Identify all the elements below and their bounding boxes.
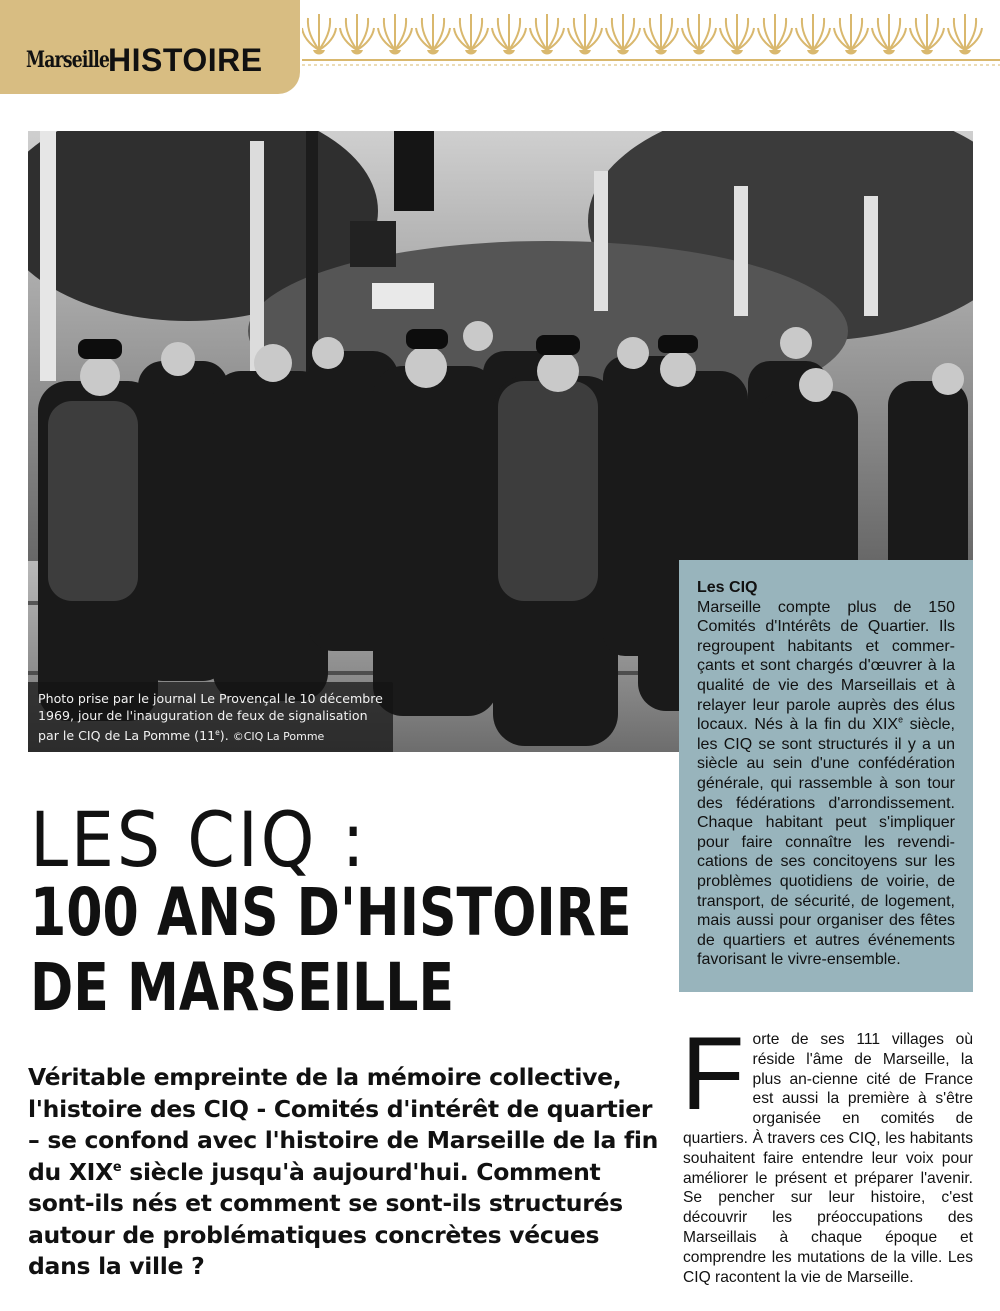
headline-line-3: DE MARSEILLE [30,949,455,1026]
ornament-frieze [302,6,1000,68]
lead-text: siècle jusqu'à aujourd'hui. Comment sont-ils nés et comment se sont-ils structurés autour de problématiques concrètes vécues dans la ville ? [28,1157,623,1280]
caption-sup: e [215,728,220,737]
headline-line-1: LES CIQ : [30,795,368,884]
photo-credit: ©CIQ La Pomme [232,730,325,744]
lead-text: Véritable empreinte de la mémoire collective, l'histoire des CIQ - Comités d'intérêt de quartier – se confond avec l'histoire de Marseille de la fin du XIX [28,1063,659,1186]
sidebar-text [697,599,955,969]
headline-line-2: 100 ANS D'HISTOIRE [30,874,632,951]
caption-line: 1969, jour de l'inauguration de feux de signalisation [38,708,368,723]
palmette-row [302,14,982,55]
section-tab [0,0,300,94]
sidebar-box [679,560,973,992]
sidebar-text-part: siècle, les CIQ se sont structurés il y a un siècle au sein d'une confédération générale, qui rassemble à son tour des fédérations d'arrondissement. Chaque habitant peut s'impliquer pour faire connaître les revendi-cations de ses concitoyens sur les problèmes quotidiens de voirie, de transport, de sécurité, de logement, mais aussi pour organiser des fêtes de quartiers et autres événements favorisant le vivre-ensemble. [697,716,955,969]
drop-cap: F [681,1016,745,1132]
photo-caption [28,682,393,752]
body-paragraph [681,1016,973,1287]
caption-text: ). [219,728,233,744]
caption-line [38,724,383,745]
caption-text: par le CIQ de La Pomme (11 [38,728,216,744]
caption-line: Photo prise par le journal Le Provençal le 10 décembre [38,691,383,706]
sidebar-text-part: Marseille compte plus de 150 Comités d'Intérêts de Quartier. Ils regroupent habitants et commer-çants et sont chargés d'œuvrer à la qualité de vie des Marseillais et à relayer leur parole auprès des élus locaux. Nés à la fin du XIX [697,598,955,734]
lead-sup: e [112,1159,122,1175]
brand-logo: Marseille [26,47,110,73]
sidebar-title: Les CIQ [697,579,758,596]
section-title: HISTOIRE [108,42,263,78]
body-text: orte de ses 111 villages où réside l'âme de Marseille, la plus an-cienne cité de France est aussi la première à s'être organisée en comités de quartiers. À travers ces CIQ, les habitants souhaitent faire entendre leur voix pour améliorer le présent et préparer l'avenir. Se pencher sur leur histoire, c'est découvrir les préoccupations des Marseillais à chaque époque et comprendre les mutations de la ville. Les CIQ racontent la vie de Marseille. [683,1031,973,1286]
sidebar-sup: e [898,714,903,725]
lead-paragraph [28,1062,668,1283]
